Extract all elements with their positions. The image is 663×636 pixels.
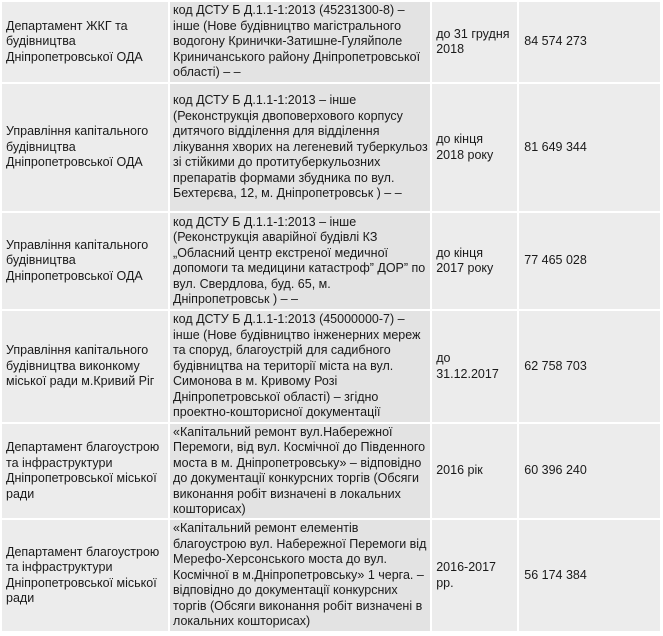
amount-cell: 56 174 384 (519, 520, 660, 631)
description-cell: код ДСТУ Б Д.1.1-1:2013 – інше (Реконструкція аварійної будівлі КЗ „Обласний центр екстреної медичної допомоги та медицини катастроф” ДОР” по вул. Свердлова, буд. 65, м. Дніпропетровськ ) – – (170, 213, 430, 309)
amount-cell: 77 465 028 (519, 213, 660, 309)
amount-cell: 84 574 273 (519, 2, 660, 82)
organization-cell: Департамент благоустрою та інфраструктури Дніпропетровської міської ради (2, 520, 168, 631)
description-cell: код ДСТУ Б Д.1.1-1:2013 (45000000-7) – інше (Нове будівництво інженерних мереж та споруд, благоустрій для садибного будівництва на території міста на вул. Симонова в м. Кривому Розі Дніпропетровської області) – згідно проектно-кошторисної документації (170, 311, 430, 422)
description-cell: код ДСТУ Б Д.1.1-1:2013 (45231300-8) – інше (Нове будівництво магістрального водогону Кринички-Затишне-Гуляйполе Криничанського району Дніпропетровської області) – – (170, 2, 430, 82)
term-cell: до кінця 2018 року (432, 84, 517, 211)
term-cell: до 31 грудня 2018 (432, 2, 517, 82)
organization-cell: Департамент ЖКГ та будівництва Дніпропетровської ОДА (2, 2, 168, 82)
organization-cell: Управління капітального будівництва виконкому міської ради м.Кривий Ріг (2, 311, 168, 422)
amount-cell: 81 649 344 (519, 84, 660, 211)
table-row (2, 84, 660, 211)
table-row (2, 424, 660, 518)
table-row (2, 213, 660, 309)
organization-cell: Департамент благоустрою та інфраструктури Дніпропетровської міської ради (2, 424, 168, 518)
table-row (2, 311, 660, 422)
amount-cell: 60 396 240 (519, 424, 660, 518)
organization-cell: Управління капітального будівництва Дніпропетровської ОДА (2, 213, 168, 309)
term-cell: до кінця 2017 року (432, 213, 517, 309)
term-cell: 2016 рік (432, 424, 517, 518)
term-cell: 2016-2017 рр. (432, 520, 517, 631)
term-cell: до 31.12.2017 (432, 311, 517, 422)
description-cell: код ДСТУ Б Д.1.1-1:2013 – інше (Реконструкція двоповерхового корпусу дитячого відділення для відділення лікування хворих на легеневий туберкульоз зі стійкими до протитуберкульозних препаратів формами збудника по вул. Бехтерєва, 12, м. Дніпропетровськ ) – – (170, 84, 430, 211)
amount-cell: 62 758 703 (519, 311, 660, 422)
table-row (2, 520, 660, 631)
description-cell: «Капітальний ремонт вул.Набережної Перемоги, від вул. Космічної до Південного моста в м. Дніпропетровську» – відповідно до документації конкурсних торгів (Обсяги виконання робіт визначені в локальних кошторисах) (170, 424, 430, 518)
table-row (2, 2, 660, 82)
description-cell: «Капітальний ремонт елементів благоустрою вул. Набережної Перемоги від Мерефо-Херсонського моста до вул. Космічної в м.Дніпропетровську» 1 черга. – відповідно до документації конкурсних торгів (Обсяги виконання робіт визначені в локальних кошторисах) (170, 520, 430, 631)
organization-cell: Управління капітального будівництва Дніпропетровської ОДА (2, 84, 168, 211)
